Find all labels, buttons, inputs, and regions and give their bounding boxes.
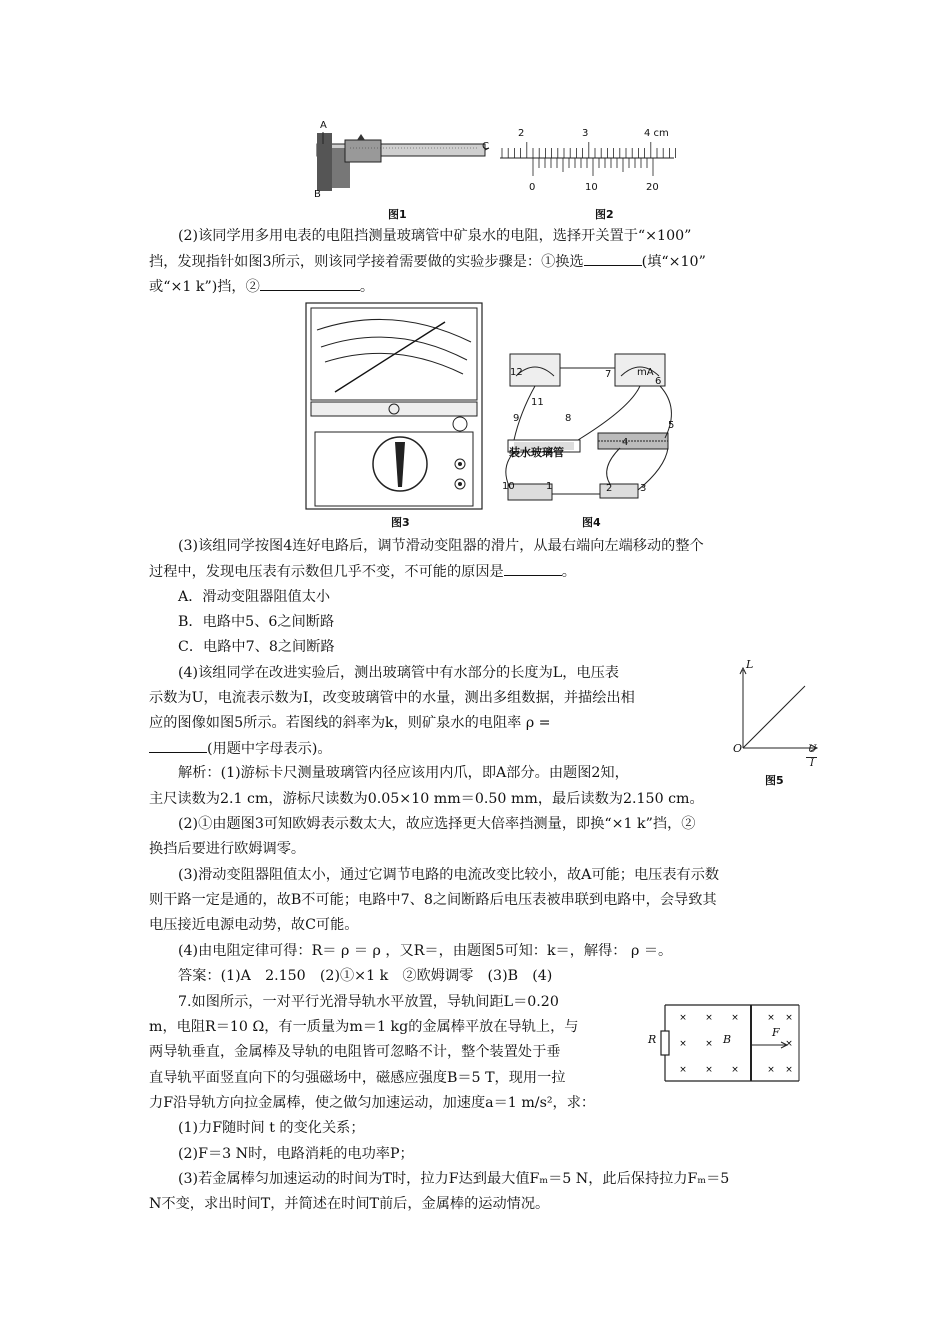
problem7-line-5: 力F沿导轨方向拉金属棒，使之做匀加速运动，加速度a＝1 m/s²，求： [149,1095,596,1111]
option-b: B．电路中5、6之间断路 [178,614,335,630]
problem7-line-4: 直导轨平面竖直向下的匀强磁场中，磁感应强度B＝5 T，现用一拉 [149,1070,566,1086]
fig3-caption: 图3 [391,516,410,529]
fig4-num-3: 3 [640,483,647,494]
svg-text:×: × [679,1065,687,1075]
fig7-label-b: B [723,1033,732,1046]
text-line-5a: 过程中，发现电压表有示数但几乎不变，不可能的原因是 [149,564,504,580]
text-line-3b: 。 [359,279,375,295]
problem7-q3-line-1: (3)若金属棒匀加速运动的时间为T时，拉力F达到最大值Fₘ＝5 N，此后保持拉力Fₘ＝5 [178,1171,730,1187]
fig1-caption: 图1 [388,208,407,221]
svg-text:×: × [785,1039,793,1049]
svg-text:×: × [731,1065,739,1075]
fig7-label-f: F [772,1026,780,1039]
solution-line-7: 电压接近电源电动势，故C可能。 [149,917,359,933]
text-line-5 [149,562,576,582]
problem7-line-3: 两导轨垂直，金属棒及导轨的电阻皆可忽略不计，整个装置处于垂 [149,1044,561,1060]
problem7-q3-line-2: N不变，求出时间T，并简述在时间T前后，金属棒的运动情况。 [149,1196,550,1212]
text-line-2 [149,252,706,272]
fig2-tick-main-3: 3 [582,128,589,139]
fig4-meter-label: mA [637,367,654,378]
solution-line-5: (3)滑动变阻器阻值太小，通过它调节电路的电流改变比较小，故A可能；电压表有示数 [178,867,720,883]
text-line-3a: 或“×1 k”)挡，② [149,279,260,295]
text-line-2b: (填“×10” [641,254,706,270]
blank-2 [260,277,360,291]
option-c: C．电路中7、8之间断路 [178,639,335,655]
fig4-num-2: 2 [606,483,613,494]
svg-text:×: × [679,1013,687,1023]
solution-line-4: 换挡后要进行欧姆调零。 [149,841,306,857]
problem7-q1: (1)力F随时间 t 的变化关系； [178,1120,365,1136]
svg-text:×: × [705,1013,713,1023]
svg-text:×: × [705,1039,713,1049]
fig1-label-a: A [320,120,327,131]
fig5-caption: 图5 [765,774,784,787]
text-line-9a: (用题中字母表示)。 [207,741,332,757]
fig4-num-1: 1 [546,481,553,492]
solution-line-2: 主尺读数为2.1 cm，游标尺读数为0.05×10 mm＝0.50 mm，最后读数为2.150 cm。 [149,791,704,807]
solution-line-6: 则干路一定是通的，故B不可能；电路中7、8之间断路后电压表被串联到电路中，会导致其 [149,892,717,908]
fig1-label-b: B [314,189,321,200]
fig4-caption: 图4 [582,516,601,529]
solution-line-1: 解析：(1)游标卡尺测量玻璃管内径应该用内爪，即A部分。由题图2知， [178,765,629,781]
text-line-5b: 。 [561,564,576,580]
fig5-origin: O [733,742,743,755]
blank-4 [149,739,207,753]
text-line-4: (3)该组同学按图4连好电路后，调节滑动变阻器的滑片，从最右端向左端移动的整个 [178,538,704,554]
fig2-tick-vernier-0: 0 [529,182,536,193]
option-a: A．滑动变阻器阻值太小 [178,589,331,605]
fig4-num-11: 11 [531,397,544,408]
fig4-num-8: 8 [565,413,572,424]
fig7-label-r: R [648,1033,657,1046]
solution-line-8: (4)由电阻定律可得：R＝ ρ ＝ ρ ，又R＝，由题图5可知：k＝，解得： ρ ＝。 [178,943,673,959]
text-line-2a: 挡，发现指针如图3所示，则该同学接着需要做的实验步骤是：①换选 [149,254,584,270]
fig4-num-4: 4 [622,437,629,448]
fig2-tick-main-2: 2 [518,128,525,139]
svg-text:×: × [785,1013,793,1023]
fig2-tick-vernier-20: 20 [646,182,659,193]
figure-3-multimeter [305,302,483,510]
text-line-9 [149,739,332,759]
fig4-num-12: 12 [510,367,523,378]
text-line-6: (4)该组同学在改进实验后，测出玻璃管中有水部分的长度为L，电压表 [178,665,619,681]
text-line-1: (2)该同学用多用电表的电阻挡测量玻璃管中矿泉水的电阻，选择开关置于“×100” [178,228,692,244]
svg-text:×: × [731,1013,739,1023]
fig4-num-9: 9 [513,413,520,424]
solution-line-3: (2)①由题图3可知欧姆表示数太大，故应选择更大倍率挡测量，即换“×1 k”挡，② [178,816,696,832]
svg-text:×: × [705,1065,713,1075]
fig4-tube-label: 装水玻璃管 [509,446,564,459]
figure-2-vernier-scale [498,140,678,185]
fig4-num-6: 6 [655,376,662,387]
fig2-caption: 图2 [595,208,614,221]
svg-text:×: × [785,1065,793,1075]
problem7-line-1: 7.如图所示，一对平行光滑导轨水平放置，导轨间距L＝0.20 [178,994,559,1010]
fig5-y-label: L [746,658,754,671]
text-line-7: 示数为U，电流表示数为I，改变玻璃管中的水量，测出多组数据，并描绘出相 [149,690,635,706]
svg-text:×: × [767,1013,775,1023]
figure-1-caliper [305,118,495,198]
blank-3 [504,562,562,576]
fig4-num-10: 10 [502,481,515,492]
text-line-3 [149,277,374,297]
fig5-x-den: I [810,758,814,769]
blank-1 [584,252,642,266]
fig4-num-5: 5 [668,420,675,431]
text-line-8: 应的图像如图5所示。若图线的斜率为k，则矿泉水的电阻率 ρ = [149,715,551,731]
svg-text:×: × [767,1065,775,1075]
fig2-tick-vernier-10: 10 [585,182,598,193]
fig4-num-7: 7 [605,369,612,380]
problem7-line-2: m，电阻R＝10 Ω，有一质量为m＝1 kg的金属棒平放在导轨上，与 [149,1019,579,1035]
svg-text:×: × [679,1039,687,1049]
fig5-x-num: U [808,744,817,755]
problem7-q2: (2)F＝3 N时，电路消耗的电功率P； [178,1146,414,1162]
answer-line: 答案：(1)A 2.150 (2)①×1 k ②欧姆调零 (3)B (4) [178,968,553,984]
fig1-label-c: C [482,141,489,152]
fig2-tick-main-4: 4 cm [644,128,669,139]
